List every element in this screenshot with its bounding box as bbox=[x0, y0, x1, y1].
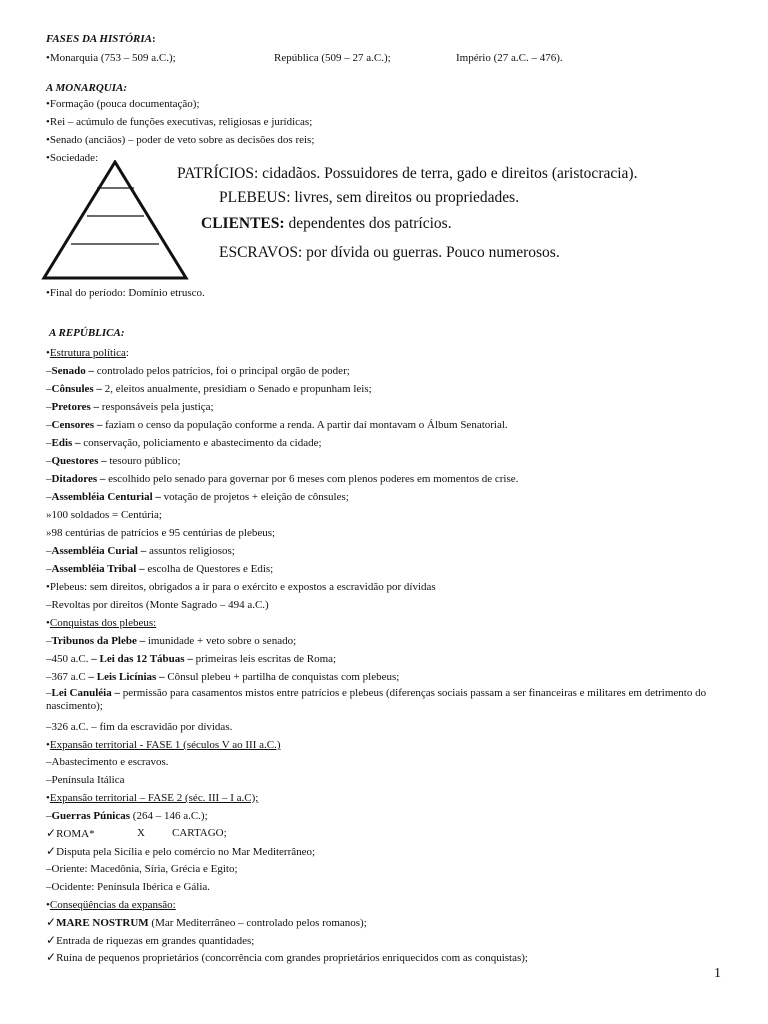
list-item: –367 a.C – Leis Licínias – Cônsul plebeu + partilha de conquistas com plebeus; bbox=[46, 671, 400, 683]
list-item: –Tribunos da Plebe – imunidade + veto sobre o senado; bbox=[46, 635, 297, 647]
society-patricios: PATRÍCIOS: cidadãos. Possuidores de terra, gado e direitos (aristocracia). bbox=[177, 165, 638, 182]
list-item: ✓MARE NOSTRUM (Mar Mediterrâneo – controlado pelos romanos); bbox=[46, 915, 367, 929]
phases-title-line: FASES DA HISTÓRIA: bbox=[46, 33, 156, 45]
list-item: •Expansão territorial - FASE 1 (séculos V ao III a.C.) bbox=[46, 739, 281, 751]
society-plebeus: PLEBEUS: livres, sem direitos ou propriedades. bbox=[219, 189, 520, 206]
list-item: ✓ROMA* bbox=[46, 826, 95, 840]
list-item: •Conseqüências da expansão: bbox=[46, 899, 176, 911]
list-item: –Península Itálica bbox=[46, 774, 125, 786]
phase-monarquia: Monarquia (753 – 509 a.C.); bbox=[49, 52, 176, 64]
list-item: ✓Ruína de pequenos proprietários (concorrência com grandes proprietários enriquecidos com as conquistas); bbox=[46, 950, 528, 964]
list-item: –Abastecimento e escravos. bbox=[46, 756, 169, 768]
page-number: 1 bbox=[714, 966, 721, 981]
list-item: –450 a.C. – Lei das 12 Tábuas – primeiras leis escritas de Roma; bbox=[46, 653, 337, 665]
list-item: ✓Disputa pela Sicília e pelo comércio no Mar Mediterrâneo; bbox=[46, 844, 316, 858]
list-item: –Assembléia Tribal – escolha de Questores e Edis; bbox=[46, 563, 274, 575]
list-item: –Censores – faziam o censo da população conforme a renda. A partir daí montavam o Álbum Senatorial. bbox=[46, 419, 508, 431]
list-item: •Final do período: Domínio etrusco. bbox=[46, 287, 205, 299]
list-item: »98 centúrias de patrícios e 95 centúrias de plebeus; bbox=[46, 527, 276, 539]
list-item: –326 a.C. – fim da escravidão por dívidas. bbox=[46, 721, 233, 733]
list-item: –Cônsules – 2, eleitos anualmente, presidiam o Senado e propunham leis; bbox=[46, 383, 372, 395]
list-item: •Conquistas dos plebeus: bbox=[46, 617, 157, 629]
list-item: –Lei Canuléia – permissão para casamentos mistos entre patrícios e plebeus (diferenças sociais passam a ser financeiras e militares em detrimento do nascimento); bbox=[46, 687, 707, 712]
society-clientes: CLIENTES: dependentes dos patrícios. bbox=[201, 215, 452, 232]
list-item: •Estrutura política: bbox=[46, 347, 129, 359]
list-item: –Assembléia Curial – assuntos religiosos; bbox=[46, 545, 235, 557]
society-escravos: ESCRAVOS: por dívida ou guerras. Pouco numerosos. bbox=[219, 244, 560, 261]
social-pyramid-diagram bbox=[40, 160, 190, 282]
list-item: –Edis – conservação, policiamento e abastecimento da cidade; bbox=[46, 437, 322, 449]
list-item: •Senado (anciãos) – poder de veto sobre as decisões dos reis; bbox=[46, 134, 315, 146]
list-item: –Revoltas por direitos (Monte Sagrado – 494 a.C.) bbox=[46, 599, 269, 611]
phases-title: FASES DA HISTÓRIA bbox=[46, 33, 152, 45]
list-item: •Expansão territorial – FASE 2 (séc. III – I a.C); bbox=[46, 792, 259, 804]
list-item: –Pretores – responsáveis pela justiça; bbox=[46, 401, 214, 413]
bullet: • bbox=[46, 52, 50, 64]
list-item: •Sociedade: bbox=[46, 152, 99, 164]
phase-republica: República (509 – 27 a.C.); bbox=[274, 52, 391, 64]
list-item: –Oriente: Macedônia, Síria, Grécia e Egito; bbox=[46, 863, 238, 875]
list-item: »100 soldados = Centúria; bbox=[46, 509, 162, 521]
list-item: ✓Entrada de riquezas em grandes quantidades; bbox=[46, 933, 255, 947]
list-item: •Formação (pouca documentação); bbox=[46, 98, 200, 110]
cartago-label: CARTAGO; bbox=[172, 827, 227, 839]
republica-title: A REPÚBLICA: bbox=[49, 327, 125, 339]
pyramid-outline bbox=[44, 162, 186, 278]
monarquia-title: A MONARQUIA: bbox=[46, 82, 127, 94]
list-item: •Rei – acúmulo de funções executivas, religiosas e jurídicas; bbox=[46, 116, 313, 128]
list-item: –Assembléia Centurial – votação de projetos + eleição de cônsules; bbox=[46, 491, 349, 503]
versus-label: X bbox=[137, 827, 145, 839]
list-item: –Ocidente: Península Ibérica e Gália. bbox=[46, 881, 211, 893]
list-item: –Questores – tesouro público; bbox=[46, 455, 181, 467]
list-item: –Guerras Púnicas (264 – 146 a.C.); bbox=[46, 810, 208, 822]
list-item: –Ditadores – escolhido pelo senado para governar por 6 meses com plenos poderes em momentos de crise. bbox=[46, 473, 519, 485]
phases-line bbox=[46, 52, 176, 65]
list-item: •Plebeus: sem direitos, obrigados a ir para o exército e expostos a escravidão por dívidas bbox=[46, 581, 436, 593]
list-item: –Senado – controlado pelos patrícios, foi o principal orgão de poder; bbox=[46, 365, 350, 377]
phase-imperio: Império (27 a.C. – 476). bbox=[456, 52, 563, 64]
